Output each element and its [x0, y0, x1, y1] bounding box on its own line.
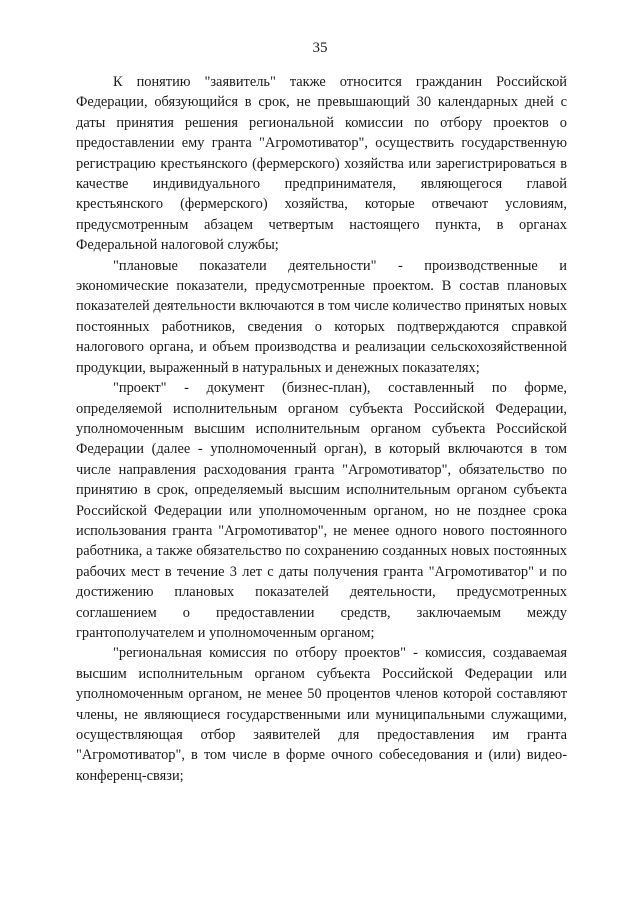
- paragraph-applicant-definition: К понятию "заявитель" также относится гражданин Российской Федерации, обязующийся в срок, не превышающий 30 календарных дней с даты принятия решения региональной комиссии по отбору проектов о предоставлении ему гранта "Агромотиватор", осуществить государственную регистрацию крестьянского (фермерского) хозяйства или зарегистрироваться в качестве индивидуального предпринимателя, являющегося главой крестьянского (фермерского) хозяйства, которые отвечают условиям, предусмотренным абзацем четвертым настоящего пункта, в органах Федеральной налоговой службы;: [76, 74, 567, 254]
- paragraph-regional-commission: "региональная комиссия по отбору проектов" - комиссия, создаваемая высшим исполнительным органом субъекта Российской Федерации или уполномоченным органом, не менее 50 процентов членов которой составляют члены, не являющиеся государственными или муниципальными служащими, осуществляющая отбор заявителей для предоставления им гранта "Агромотиватор", в том числе в форме очного собеседования и (или) видео-конференц-связи;: [76, 645, 567, 784]
- document-body: [76, 72, 567, 786]
- paragraph-planned-indicators: "плановые показатели деятельности" - производственные и экономические показатели, предусмотренные проектом. В состав плановых показателей деятельности включаются в том числе количество принятых новых постоянных работников, сведения о которых подтверждаются справкой налогового органа, и объем производства и реализации сельскохозяйственной продукции, выраженный в натуральных и денежных показателях;: [76, 257, 567, 376]
- paragraph-project-definition: "проект" - документ (бизнес-план), составленный по форме, определяемой исполнительным органом субъекта Российской Федерации, уполномоченным высшим исполнительным органом субъекта Российской Федерации (далее - уполномоченный орган), в который включаются в том числе направления расходования гранта "Агромотиватор", обязательство по принятию в срок, определяемый высшим исполнительным органом субъекта Российской Федерации или уполномоченным органом, но не позднее срока использования гранта "Агромотиватор", не менее одного нового постоянного работника, а также обязательство по сохранению созданных новых постоянных рабочих мест в течение 3 лет с даты получения гранта "Агромотиватор" и по достижению плановых показателей деятельности, предусмотренных соглашением о предоставлении средств, заключаемым между грантополучателем и уполномоченным органом;: [76, 380, 567, 641]
- page-number: 35: [312, 40, 328, 56]
